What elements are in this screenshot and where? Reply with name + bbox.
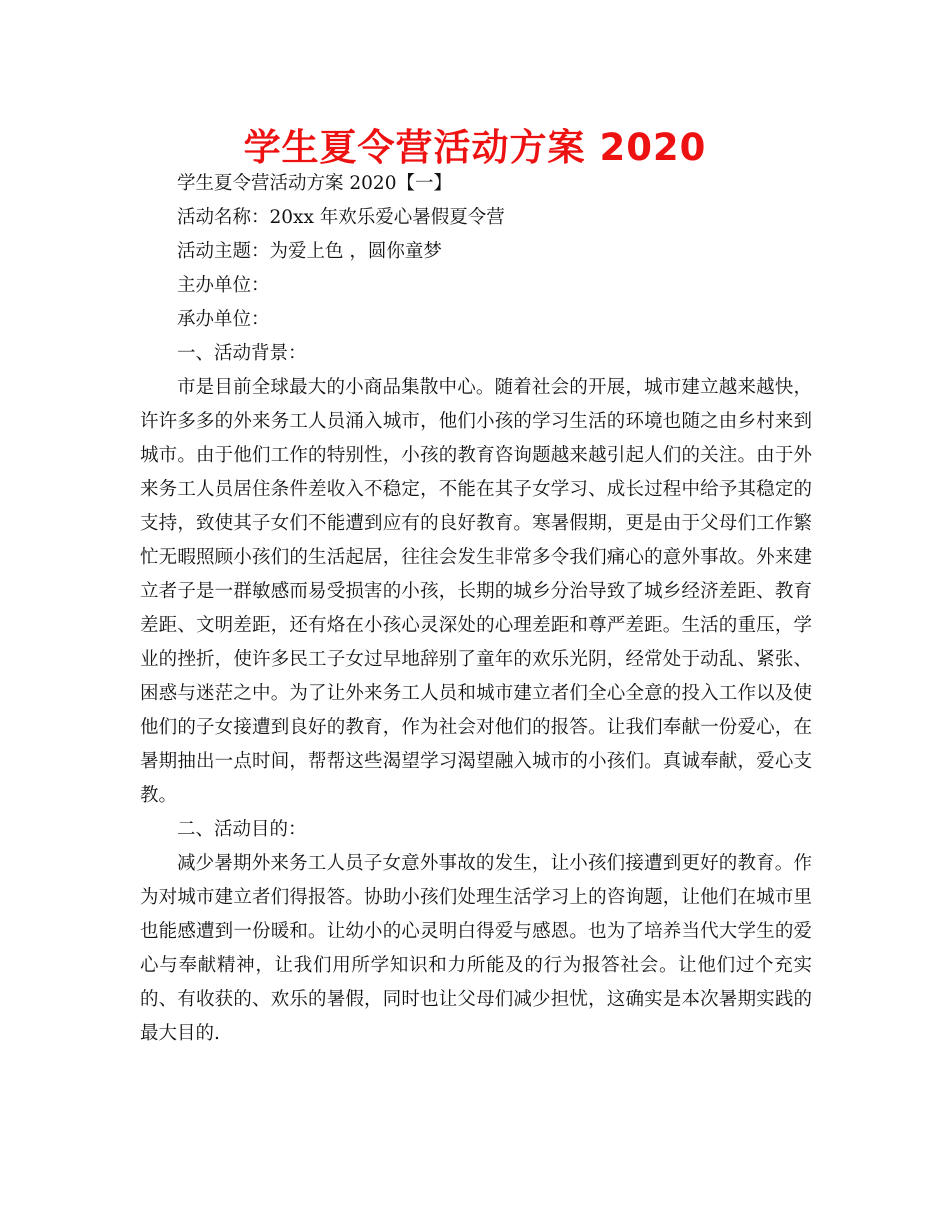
document-body xyxy=(140,167,812,1051)
activity-theme-line: 活动主题：为爱上色 ，圆你童梦 xyxy=(177,241,442,262)
subtitle-line: 学生夏令营活动方案 2020【一】 xyxy=(177,173,452,194)
paragraph-purpose: 减少暑期外来务工人员子女意外事故的发生，让小孩们接遭到更好的教育。作为对城市建立者们得报答。协助小孩们处理生活学习上的咨询题，让他们在城市里也能感遭到一份暖和。让幼小的心灵明白得爱与感恩。也为了培养当代大学生的爱心与奉献精神，让我们用所学知识和力所能及的行为报答社会。让他们过个充实的、有收获的、欢乐的暑假，同时也让父母们减少担忧，这确实是本次暑期实践的最大目的. xyxy=(140,853,812,1044)
organizer-line: 主办单位： xyxy=(177,275,270,296)
section-heading-purpose: 二、活动目的： xyxy=(177,819,307,840)
paragraph-background: 市是目前全球最大的小商品集散中心。随着社会的开展，城市建立越来越快，许许多多的外来务工人员涌入城市，他们小孩的学习生活的环境也随之由乡村来到城市。由于他们工作的特别性，小孩的教育咨询题越来越引起人们的关注。由于外来务工人员居住条件差收入不稳定，不能在其子女学习、成长过程中给予其稳定的支持，致使其子女们不能遭到应有的良好教育。寒暑假期，更是由于父母们工作繁忙无暇照顾小孩们的生活起居，往往会发生非常多令我们痛心的意外事故。外来建立者子是一群敏感而易受损害的小孩，长期的城乡分治导致了城乡经济差距、教育差距、文明差距，还有烙在小孩心灵深处的心理差距和尊严差距。生活的重压，学业的挫折，使许多民工子女过早地辞别了童年的欢乐光阴，经常处于动乱、紧张、困惑与迷茫之中。为了让外来务工人员和城市建立者们全心全意的投入工作以及使他们的子女接遭到良好的教育，作为社会对他们的报答。让我们奉献一份爱心，在暑期抽出一点时间，帮帮这些渴望学习渴望融入城市的小孩们。真诚奉献，爱心支教。 xyxy=(140,377,812,806)
document-title: 学生夏令营活动方案 2020 xyxy=(243,126,707,169)
section-heading-background: 一、活动背景： xyxy=(177,343,307,364)
activity-name-line: 活动名称：20xx 年欢乐爱心暑假夏令营 xyxy=(177,207,505,228)
co-organizer-line: 承办单位： xyxy=(177,309,270,330)
